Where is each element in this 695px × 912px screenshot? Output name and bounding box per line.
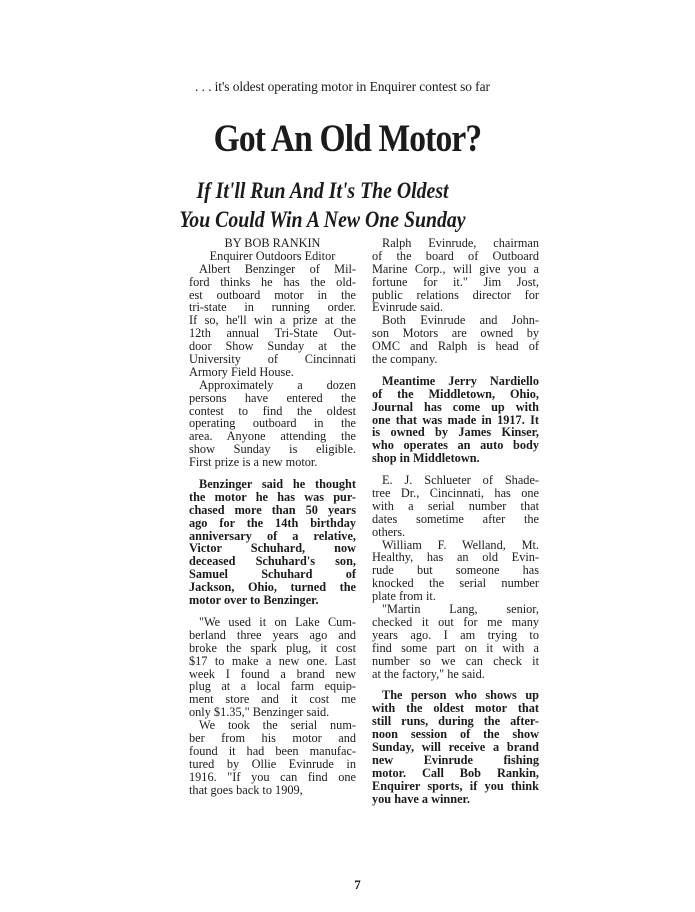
text-line: week I found a brand new — [189, 666, 356, 681]
text-line: years ago. I am trying to — [372, 627, 539, 642]
text-line: public relations director for — [372, 287, 539, 302]
text-line: with a serial number that — [372, 498, 539, 513]
text-line: Journal has come up with — [372, 399, 539, 414]
text-line: who operates an auto body — [372, 438, 539, 453]
text-line: ment store and it cost me — [189, 692, 356, 707]
text-line: with the oldest motor that — [372, 701, 539, 716]
text-line: $17 to make a new one. Last — [189, 653, 356, 668]
text-line: Albert Benzinger of Mil- — [199, 261, 356, 276]
article-paragraph — [372, 603, 539, 680]
text-line: William F. Welland, Mt. — [382, 537, 539, 552]
article-paragraph — [189, 263, 356, 379]
text-line: 12th annual Tri-State Out- — [189, 326, 356, 341]
text-line: "We used it on Lake Cum- — [199, 614, 356, 629]
text-line: Ralph Evinrude, chairman — [382, 236, 539, 250]
article-paragraph — [372, 375, 539, 465]
text-line: If so, he'll win a prize at the — [189, 313, 356, 328]
text-line: noon session of the show — [372, 727, 539, 742]
text-line: motor over to Benzinger. — [189, 593, 319, 608]
text-line: ber from his motor and — [189, 730, 356, 745]
text-line: Jackson, Ohio, turned the — [189, 580, 356, 595]
text-line: shop in Middletown. — [372, 451, 480, 466]
page-number: 7 — [354, 877, 361, 892]
article-column-left — [189, 237, 356, 796]
text-line: First prize is a new motor. — [189, 455, 318, 470]
text-line: of the board of Outboard — [372, 248, 539, 263]
text-line: the motor he has was pur- — [189, 489, 356, 504]
text-line: that goes back to 1909, — [189, 782, 303, 797]
text-line: broke the spark plug, it cost — [189, 640, 356, 655]
article-paragraph — [372, 314, 539, 366]
article-paragraph — [372, 539, 539, 603]
article-column-right — [372, 237, 539, 805]
article-paragraph — [372, 474, 539, 538]
text-line: door Show Sunday at the — [189, 339, 356, 354]
text-line: tree Dr., Cincinnati, has one — [372, 486, 539, 501]
text-line: son Motors are owned by — [372, 326, 539, 341]
deck-line-2: You Could Win A New One Sunday — [179, 207, 466, 232]
text-line: University of Cincinnati — [189, 352, 356, 367]
text-line: checked it out for me many — [372, 614, 539, 629]
text-line: Evinrude said. — [372, 300, 444, 315]
text-line: E. J. Schlueter of Shade- — [382, 473, 539, 488]
text-line: at the factory," he said. — [372, 666, 485, 681]
text-line: Approximately a dozen — [199, 377, 356, 392]
text-line: show Sunday is eligible. — [189, 442, 356, 457]
text-line: new Evinrude fishing — [372, 752, 539, 767]
text-line: plate from it. — [372, 589, 436, 604]
text-line: is owned by James Kinser, — [372, 425, 539, 440]
byline-title: Enquirer Outdoors Editor — [209, 248, 336, 263]
text-line: berland three years ago and — [189, 627, 356, 642]
text-line: ago for the 14th birthday — [189, 515, 356, 530]
text-line: anniversary of a relative, — [189, 528, 356, 543]
text-line: Enquirer sports, if you think — [372, 778, 539, 793]
text-line: operating outboard in the — [189, 416, 356, 431]
text-line: plug at a local farm equip- — [189, 679, 356, 694]
text-line: 1916. "If you can find one — [189, 769, 356, 784]
text-line: persons have entered the — [189, 390, 356, 405]
text-line: ford thinks he has the old- — [189, 274, 356, 289]
right-column-body — [372, 237, 539, 805]
text-line: Victor Schuhard, now — [189, 541, 356, 556]
text-line: Meantime Jerry Nardiello — [382, 373, 539, 388]
text-line: Sunday, will receive a brand — [372, 739, 539, 754]
text-line: Both Evinrude and John- — [382, 313, 539, 328]
text-line: tured by Ollie Evinrude in — [189, 756, 356, 771]
text-line: others. — [372, 524, 406, 539]
article-paragraph — [189, 379, 356, 469]
text-line: of the Middletown, Ohio, — [372, 386, 539, 401]
text-line: Samuel Schuhard of — [189, 567, 356, 582]
text-line: dates sometime after the — [372, 511, 539, 526]
article-paragraph — [189, 616, 356, 719]
deck-line-1: If It'll Run And It's The Oldest — [196, 178, 449, 203]
text-line: the company. — [372, 352, 438, 367]
text-line: "Martin Lang, senior, — [382, 602, 539, 617]
text-line: only $1.35," Benzinger said. — [189, 705, 330, 720]
text-line: The person who shows up — [382, 688, 539, 703]
text-line: contest to find the oldest — [189, 403, 356, 418]
text-line: tri-state in running order. — [189, 300, 356, 315]
text-line: find some part on it with a — [372, 640, 539, 655]
kicker-line: . . . it's oldest operating motor in Enquirer contest so far — [195, 79, 490, 94]
text-line: knocked the serial number — [372, 576, 539, 591]
text-line: motor. Call Bob Rankin, — [372, 765, 539, 780]
headline: Got An Old Motor? — [213, 117, 482, 160]
text-line: Marine Corp., will give you a — [372, 261, 539, 276]
text-line: area. Anyone attending the — [189, 429, 356, 444]
article-paragraph — [189, 478, 356, 607]
text-line: deceased Schuhard's son, — [189, 554, 356, 569]
text-line: We took the serial num- — [199, 718, 356, 733]
text-line: Armory Field House. — [189, 364, 294, 379]
text-line: still runs, during the after- — [372, 714, 539, 729]
left-column-body — [189, 263, 356, 797]
text-line: you have a winner. — [372, 791, 470, 806]
article-paragraph — [372, 689, 539, 805]
text-line: Healthy, has an old Evin- — [372, 550, 539, 565]
text-line: chased more than 50 years — [189, 502, 356, 517]
text-line: OMC and Ralph is head of — [372, 339, 539, 354]
byline: BY BOB RANKIN — [224, 236, 321, 250]
text-line: rude but someone has — [372, 563, 539, 578]
text-line: number so we can check it — [372, 653, 539, 668]
text-line: one that was made in 1917. It — [372, 412, 539, 427]
text-line: found it had been manufac- — [189, 743, 356, 758]
text-line: Benzinger said he thought — [199, 477, 356, 492]
text-line: fortune for it." Jim Jost, — [372, 274, 539, 289]
text-line: est outboard motor in the — [189, 287, 356, 302]
article-paragraph — [372, 237, 539, 314]
article-paragraph — [189, 719, 356, 796]
